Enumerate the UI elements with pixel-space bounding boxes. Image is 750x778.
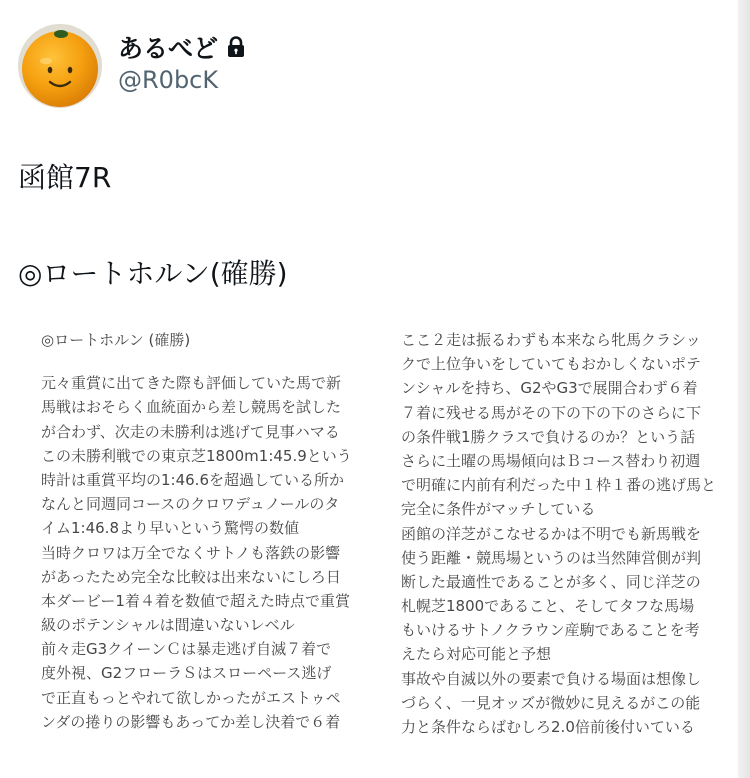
image-text-right-column xyxy=(401,328,716,738)
image-text-line: 断した最適性であることが多く、同じ洋芝の xyxy=(401,572,701,591)
image-text-line: 本ダービー1着４着を数値で超えた時点で重賞 xyxy=(41,591,350,610)
image-text-line: 馬戦はおそらく血統面から差し競馬を試した xyxy=(41,398,342,417)
tweet-text-line: 函館7R xyxy=(18,161,112,194)
image-text-line: クで上位争いをしていてもおかしくないポテ xyxy=(401,355,702,374)
image-text-line: なんと同週同コースのクロワデュノールのタ xyxy=(41,495,340,514)
display-name[interactable]: あるべど xyxy=(118,34,219,63)
image-text-line: もいけるサトノクラウン産駒であることを考 xyxy=(401,621,700,640)
image-text-line: この未勝利戦での東京芝1800m1:45.9という xyxy=(41,446,352,465)
image-text-line: 力と条件ならばむしろ2.0倍前後付いている xyxy=(401,718,695,736)
image-text-line: 函館の洋芝がこなせるかは不明でも新馬戦を xyxy=(401,524,702,543)
image-text-line: が合わず、次走の未勝利は逃げて見事ハマる xyxy=(41,422,340,441)
image-text-line: さらに土曜の馬場傾向はＢコース替わり初週 xyxy=(401,451,701,470)
image-text-line: ンダの捲りの影響もあってか差し決着で６着 xyxy=(41,712,341,731)
image-text-line: づらく、一見オッズが微妙に見えるがこの能 xyxy=(401,693,701,712)
image-text-line: イム1:46.8より早いという驚愕の数値 xyxy=(41,519,299,538)
image-text-line: ここ２走は振るわずも本来なら牝馬クラシッ xyxy=(401,331,701,349)
image-text-line: 当時クロワは万全でなくサトノも落鉄の影響 xyxy=(41,543,341,562)
image-text-line: 使う距離・競馬場というのは当然陣営側が判 xyxy=(401,548,702,567)
image-text-line: 元々重賞に出てきた際も評価していた馬で新 xyxy=(41,374,342,393)
scrollbar[interactable] xyxy=(738,0,750,778)
image-text-heading: ◎ロートホルン (確勝) xyxy=(41,331,191,349)
image-text-line: 事故や自滅以外の要素で負ける場面は想像し xyxy=(401,669,702,688)
image-text-line: 級のポテンシャルは間違いないレベル xyxy=(41,616,295,635)
user-handle[interactable]: @R0bcK xyxy=(118,66,219,94)
avatar[interactable] xyxy=(18,24,102,108)
image-text-line: ７着に残せる馬がその下の下の下のさらに下 xyxy=(401,403,702,422)
image-text-line: があったため完全な比較は出来ないにしろ日 xyxy=(41,567,341,586)
lock-icon xyxy=(226,36,246,58)
image-text-left-column xyxy=(41,328,352,734)
image-text-line: で明確に内前有利だった中１枠１番の逃げ馬と xyxy=(401,476,717,495)
attached-image[interactable] xyxy=(18,318,730,738)
tweet-text-line: ◎ロートホルン(確勝) xyxy=(18,257,288,290)
image-text-line: 札幌芝1800であること、そしてタフな馬場 xyxy=(401,597,695,616)
image-text-line: えたら対応可能と予想 xyxy=(401,645,552,664)
image-text-line: で正直もっとやれて欲しかったがエストゥペ xyxy=(41,688,341,707)
image-text-line: 完全に条件がマッチしている xyxy=(401,500,596,519)
image-text-line: 度外視、G2フローラＳはスローペース逃げ xyxy=(41,664,332,683)
image-text-line: の条件戦1勝クラスで負けるのか？という話 xyxy=(401,427,696,446)
orange-smiley-avatar-icon xyxy=(18,24,102,108)
image-text-line: 前々走G3クイーンＣは暴走逃げ自滅７着で xyxy=(41,640,332,659)
display-name-row xyxy=(118,30,246,64)
image-text-line: 時計は重賞平均の1:46.6を超過している所か xyxy=(41,470,344,489)
image-text-line: ンシャルを持ち、G2やG3で展開合わず６着 xyxy=(401,379,698,398)
